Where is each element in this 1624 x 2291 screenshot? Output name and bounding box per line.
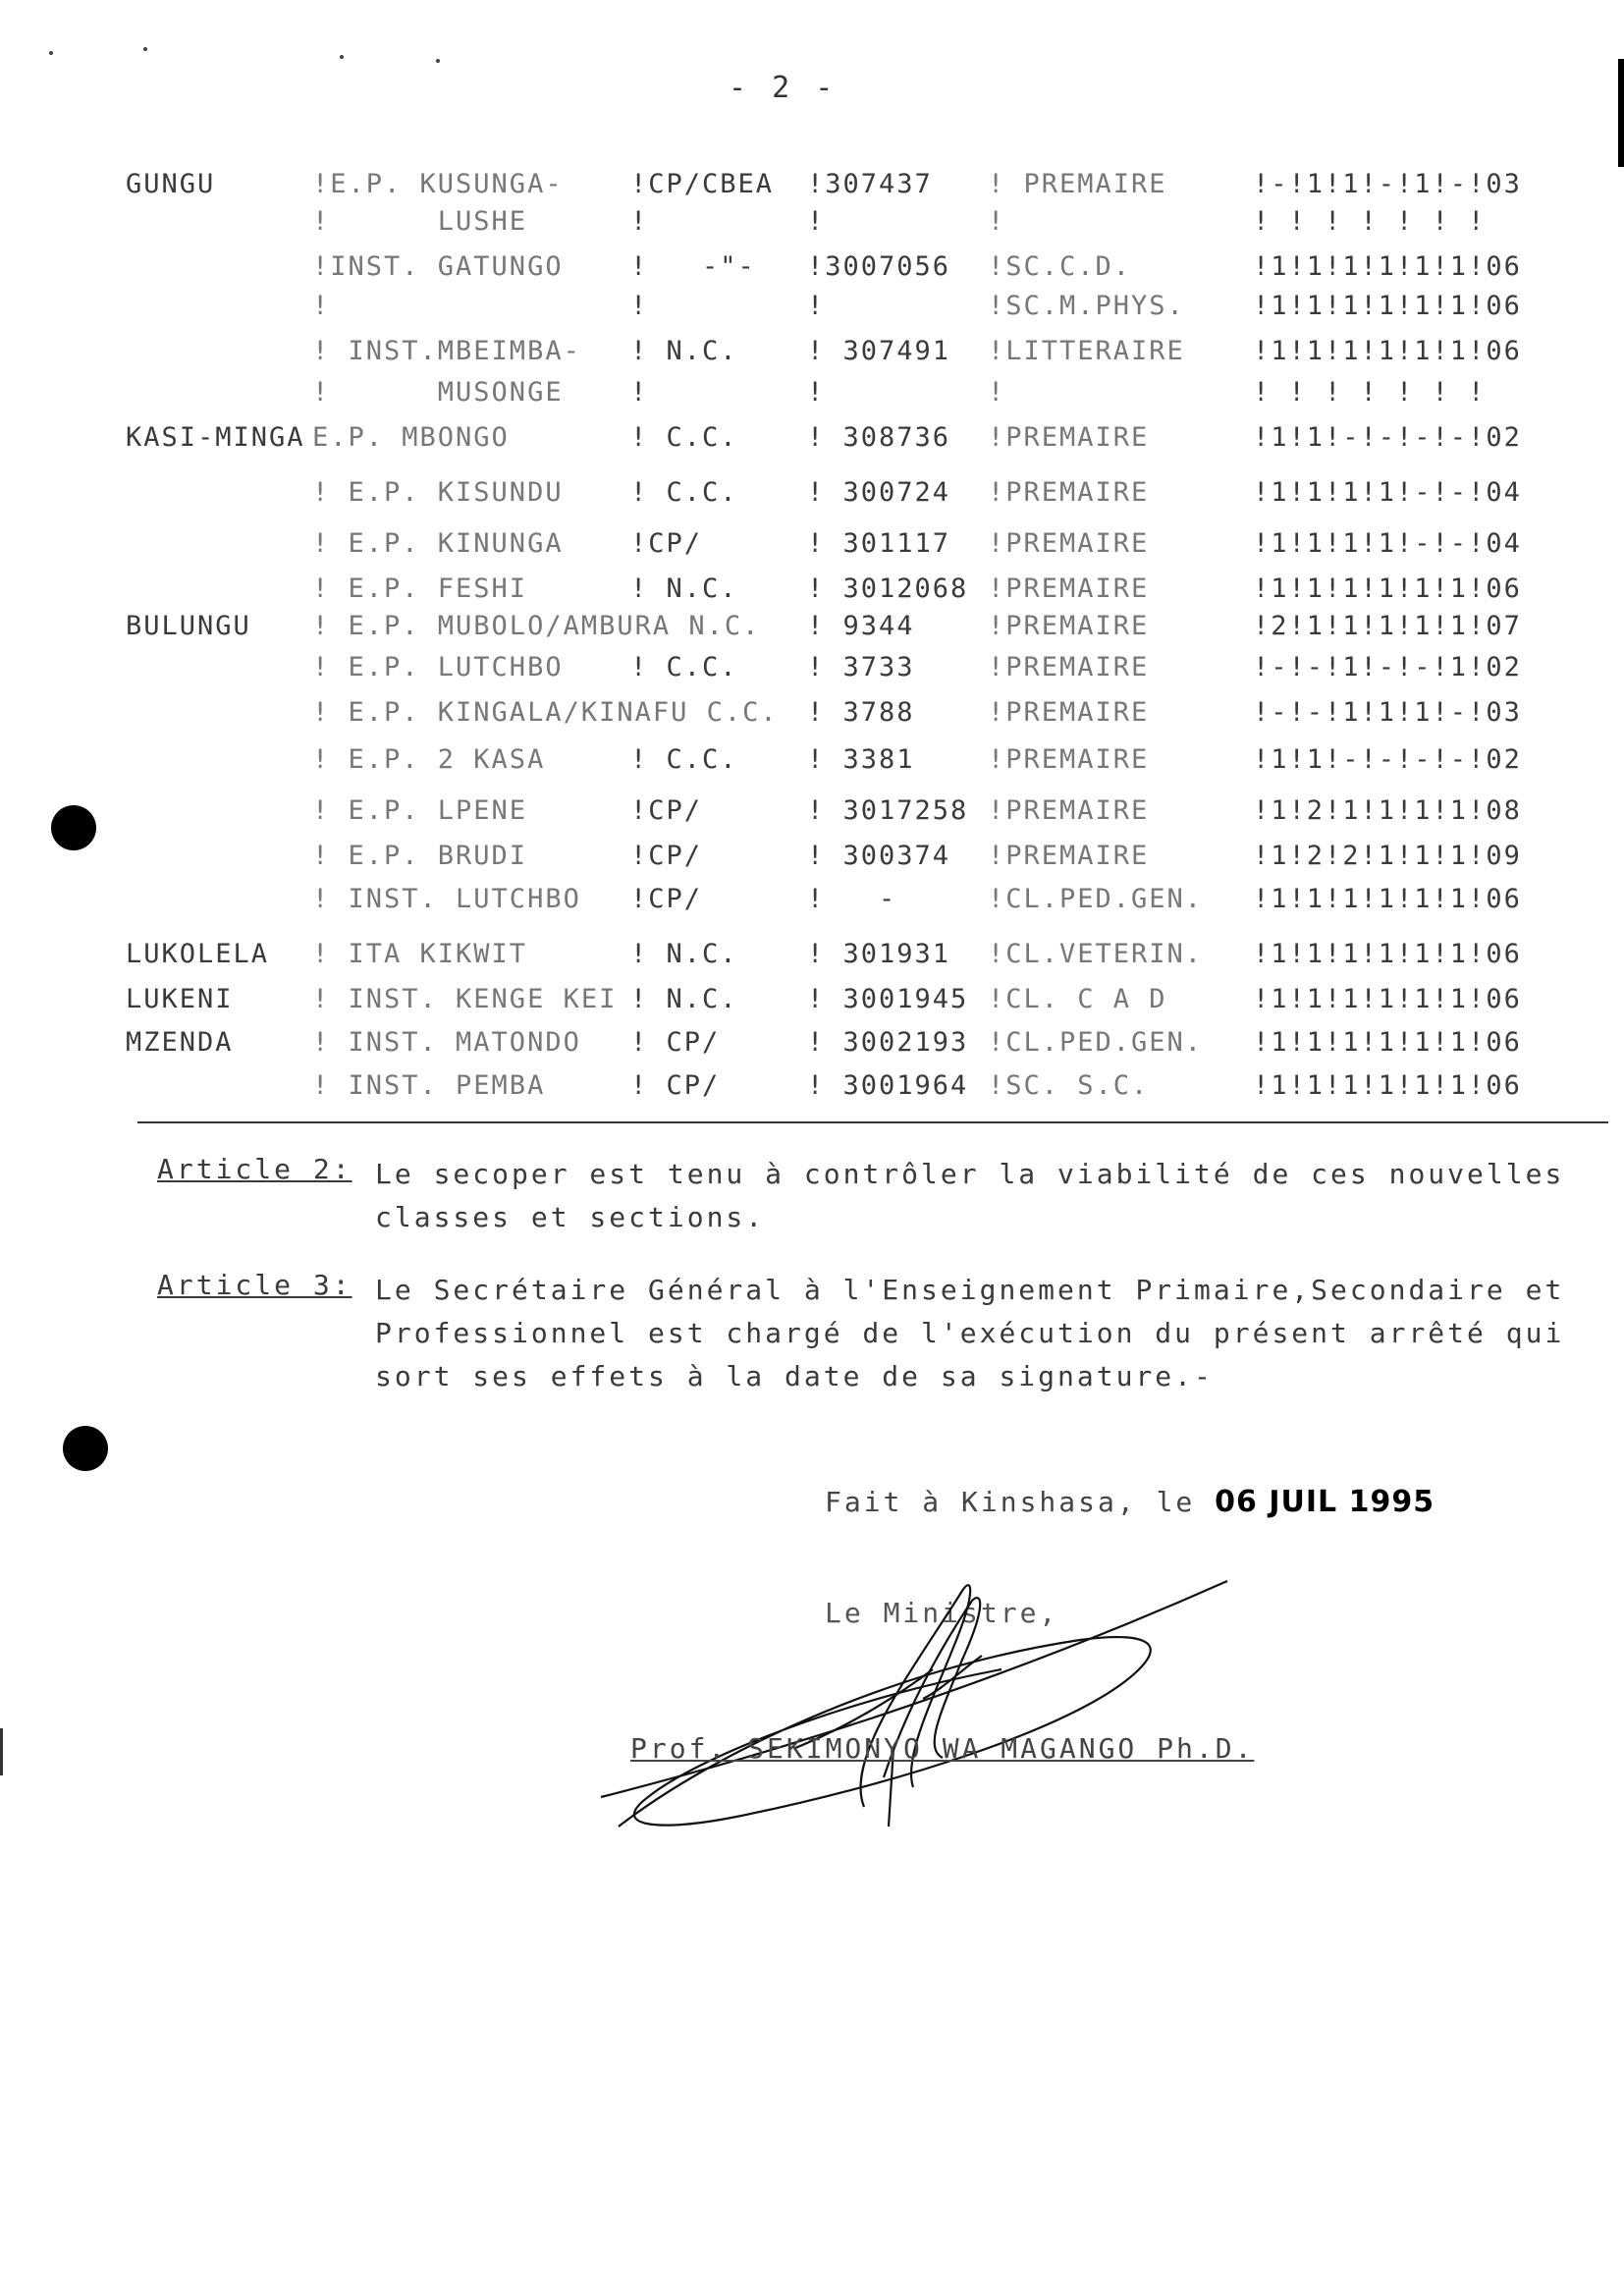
table-bottom-rule xyxy=(137,1121,1608,1123)
cell-regime: ! N.C. xyxy=(630,573,738,604)
scan-edge-mark xyxy=(0,1728,3,1775)
scan-speck xyxy=(340,55,344,59)
date-stamp: 06 JUIL 1995 xyxy=(1215,1485,1435,1519)
cell-ecole: ! INST. PEMBA xyxy=(312,1070,546,1101)
cell-ecole: !INST. GATUNGO xyxy=(312,251,564,282)
cell-classes: !1!1!1!1!1!1!06 xyxy=(1253,939,1522,969)
cell-code: ! xyxy=(807,377,826,408)
cell-ecole: ! INST. KENGE KEI xyxy=(312,984,618,1014)
cell-classes: !-!1!1!-!1!-!03 xyxy=(1253,169,1522,199)
cell-option: !CL. C A D xyxy=(988,984,1167,1014)
cell-classes: ! ! ! ! ! ! ! xyxy=(1253,377,1487,408)
cell-classes: !1!2!1!1!1!1!08 xyxy=(1253,795,1522,826)
cell-classes: !1!1!1!1!1!1!06 xyxy=(1253,573,1522,604)
cell-regime: !CP/ xyxy=(630,528,703,559)
cell-ecole: ! E.P. KINUNGA xyxy=(312,528,564,559)
cell-ecole: ! INST. LUTCHBO xyxy=(312,884,581,914)
cell-regime: ! N.C. xyxy=(630,939,738,969)
article-2-label: Article 2: xyxy=(157,1153,352,1185)
article-3-text: Le Secrétaire Général à l'Enseignement Primaire,Secondaire et Professionnel est chargé de l'exécution du présent arrêté qui sort ses effets à la date de sa signature.- xyxy=(375,1274,1565,1392)
cell-code: ! 300374 xyxy=(807,841,951,871)
scan-edge-shadow xyxy=(1618,59,1624,167)
cell-code: !3007056 xyxy=(807,251,951,282)
cell-classes: !1!1!1!1!1!1!06 xyxy=(1253,336,1522,366)
cell-ecole: ! INST. MATONDO xyxy=(312,1027,581,1058)
cell-regime: ! N.C. xyxy=(630,336,738,366)
cell-ecole: ! E.P. LPENE xyxy=(312,795,528,826)
article-2-text: Le secoper est tenu à contrôler la viabilité de ces nouvelles classes et sections. xyxy=(375,1158,1565,1233)
cell-option: !LITTERAIRE xyxy=(988,336,1185,366)
cell-regime: ! xyxy=(630,206,649,237)
cell-code: ! 308736 xyxy=(807,422,951,453)
cell-regime: ! xyxy=(630,291,649,321)
cell-option: !SC.M.PHYS. xyxy=(988,291,1185,321)
cell-ecole: ! E.P. FESHI xyxy=(312,573,528,604)
cell-ecole: ! E.P. LUTCHBO xyxy=(312,652,564,682)
article-3 xyxy=(157,1269,1565,1392)
scan-speck xyxy=(143,47,147,51)
scan-speck xyxy=(436,59,440,63)
cell-regime: ! N.C. xyxy=(630,984,738,1014)
cell-code: ! 9344 xyxy=(807,611,915,641)
cell-classes: !1!1!1!1!-!-!04 xyxy=(1253,477,1522,508)
cell-option: !PREMAIRE xyxy=(988,528,1150,559)
cell-classes: !1!1!1!1!1!1!06 xyxy=(1253,1070,1522,1101)
cell-classes: !1!2!2!1!1!1!09 xyxy=(1253,841,1522,871)
cell-option: !CL.PED.GEN. xyxy=(988,884,1204,914)
cell-regime: ! C.C. xyxy=(630,477,738,508)
page-number: - 2 - xyxy=(729,71,838,105)
cell-option: !SC. S.C. xyxy=(988,1070,1150,1101)
cell-ecole: ! MUSONGE xyxy=(312,377,564,408)
cell-ecole: ! xyxy=(312,291,331,321)
cell-code: ! 301117 xyxy=(807,528,951,559)
cell-option: ! PREMAIRE xyxy=(988,169,1167,199)
cell-ecole: ! INST.MBEIMBA- xyxy=(312,336,581,366)
cell-classes: !1!1!1!1!1!1!06 xyxy=(1253,291,1522,321)
cell-option: ! xyxy=(988,206,1006,237)
cell-code: ! xyxy=(807,206,826,237)
cell-classes: !-!-!1!-!-!1!02 xyxy=(1253,652,1522,682)
cell-code: ! 300724 xyxy=(807,477,951,508)
cell-regime: ! CP/ xyxy=(630,1070,721,1101)
cell-code: ! 3381 xyxy=(807,744,915,775)
cell-regime: !CP/ xyxy=(630,884,703,914)
cell-ecole: ! E.P. 2 KASA xyxy=(312,744,546,775)
cell-classes: !1!1!-!-!-!-!02 xyxy=(1253,422,1522,453)
cell-option: !PREMAIRE xyxy=(988,795,1150,826)
punch-hole xyxy=(63,1426,108,1471)
cell-option: !CL.PED.GEN. xyxy=(988,1027,1204,1058)
cell-code: ! 307491 xyxy=(807,336,951,366)
cell-code: !307437 xyxy=(807,169,933,199)
cell-option: !SC.C.D. xyxy=(988,251,1132,282)
cell-commune: MZENDA xyxy=(126,1027,234,1058)
cell-regime: !CP/CBEA xyxy=(630,169,775,199)
cell-regime: !CP/ xyxy=(630,795,703,826)
cell-option: !PREMAIRE xyxy=(988,422,1150,453)
cell-code: ! 301931 xyxy=(807,939,951,969)
place-date-line xyxy=(825,1485,1435,1519)
cell-code: ! - xyxy=(807,884,897,914)
cell-ecole: ! E.P. MUBOLO/AMBURA N.C. xyxy=(312,611,761,641)
cell-classes: !1!1!1!1!1!1!06 xyxy=(1253,884,1522,914)
cell-option: !PREMAIRE xyxy=(988,477,1150,508)
cell-commune: LUKENI xyxy=(126,984,234,1014)
cell-classes: !1!1!1!1!1!1!06 xyxy=(1253,251,1522,282)
cell-classes: !1!1!1!1!-!-!04 xyxy=(1253,528,1522,559)
cell-commune: BULUNGU xyxy=(126,611,251,641)
cell-code: ! 3017258 xyxy=(807,795,969,826)
cell-option: ! xyxy=(988,377,1006,408)
cell-classes: ! ! ! ! ! ! ! xyxy=(1253,206,1487,237)
cell-option: !PREMAIRE xyxy=(988,573,1150,604)
cell-code: ! 3001945 xyxy=(807,984,969,1014)
signatory-name: Prof. SEKIMONYO WA MAGANGO Ph.D. xyxy=(630,1732,1255,1765)
scan-speck xyxy=(49,51,53,55)
cell-ecole: ! LUSHE xyxy=(312,206,528,237)
cell-regime: ! CP/ xyxy=(630,1027,721,1058)
cell-code: ! 3001964 xyxy=(807,1070,969,1101)
cell-option: !CL.VETERIN. xyxy=(988,939,1204,969)
cell-ecole: ! E.P. KISUNDU xyxy=(312,477,564,508)
article-3-label: Article 3: xyxy=(157,1269,352,1301)
article-2 xyxy=(157,1153,1565,1233)
cell-ecole: ! E.P. BRUDI xyxy=(312,841,528,871)
cell-regime: ! xyxy=(630,377,649,408)
cell-code: ! 3733 xyxy=(807,652,915,682)
handwritten-signature xyxy=(589,1561,1257,1836)
cell-regime: ! C.C. xyxy=(630,422,738,453)
cell-classes: !-!-!1!1!1!-!03 xyxy=(1253,697,1522,728)
cell-option: !PREMAIRE xyxy=(988,744,1150,775)
cell-ecole: E.P. MBONGO xyxy=(312,422,510,453)
cell-classes: !2!1!1!1!1!1!07 xyxy=(1253,611,1522,641)
cell-option: !PREMAIRE xyxy=(988,611,1150,641)
cell-option: !PREMAIRE xyxy=(988,841,1150,871)
cell-commune: GUNGU xyxy=(126,169,216,199)
cell-classes: !1!1!1!1!1!1!06 xyxy=(1253,1027,1522,1058)
cell-code: ! 3012068 xyxy=(807,573,969,604)
cell-commune: KASI-MINGA xyxy=(126,422,305,453)
cell-commune: LUKOLELA xyxy=(126,939,270,969)
cell-code: ! 3788 xyxy=(807,697,915,728)
cell-classes: !1!1!-!-!-!-!02 xyxy=(1253,744,1522,775)
fait-text: Fait à Kinshasa, le xyxy=(825,1486,1196,1518)
cell-code: ! 3002193 xyxy=(807,1027,969,1058)
cell-ecole: ! E.P. KINGALA/KINAFU C.C. xyxy=(312,697,779,728)
cell-regime: ! -"- xyxy=(630,251,756,282)
cell-classes: !1!1!1!1!1!1!06 xyxy=(1253,984,1522,1014)
minister-title: Le Ministre, xyxy=(825,1597,1059,1629)
cell-ecole: !E.P. KUSUNGA- xyxy=(312,169,564,199)
punch-hole xyxy=(51,805,96,850)
cell-regime: !CP/ xyxy=(630,841,703,871)
cell-option: !PREMAIRE xyxy=(988,697,1150,728)
cell-ecole: ! ITA KIKWIT xyxy=(312,939,528,969)
cell-regime: ! C.C. xyxy=(630,652,738,682)
cell-regime: ! C.C. xyxy=(630,744,738,775)
cell-option: !PREMAIRE xyxy=(988,652,1150,682)
cell-code: ! xyxy=(807,291,826,321)
